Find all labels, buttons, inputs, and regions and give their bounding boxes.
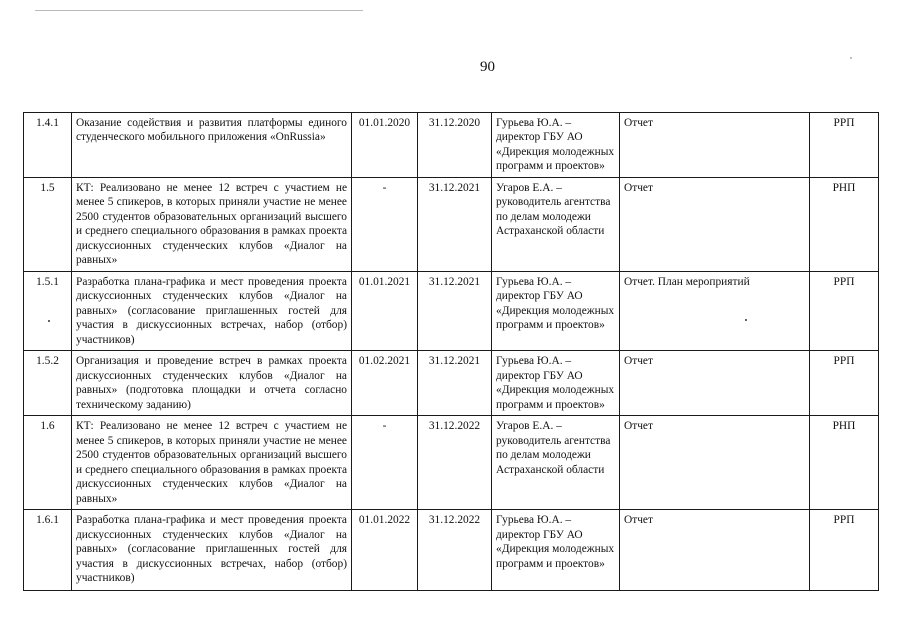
row-number-cell: 1.6.1 (24, 510, 72, 591)
scan-speck (48, 320, 50, 322)
result-document-cell: Отчет (620, 113, 810, 178)
scan-speck (745, 319, 747, 321)
table-row (24, 416, 879, 510)
level-cell: РРП (810, 510, 879, 591)
level-cell: РНП (810, 177, 879, 271)
start-date-cell: 01.02.2021 (352, 351, 418, 416)
table-row (24, 113, 879, 178)
responsible-person-cell: Гурьева Ю.А. – директор ГБУ АО «Дирекция молодежных программ и проектов» (492, 510, 620, 591)
row-number-cell: 1.5 (24, 177, 72, 271)
level-cell: РРП (810, 113, 879, 178)
level-cell: РРП (810, 271, 879, 350)
activity-description-cell: КТ: Реализовано не менее 12 встреч с участием не менее 5 спикеров, в которых приняли участие не менее 2500 студентов образовательных организаций высшего и среднего специального образования в рамках проекта дискуссионных студенческих клубов «Диалог на равных» (72, 177, 352, 271)
page-number: 90 (480, 59, 495, 75)
end-date-cell: 31.12.2021 (418, 271, 492, 350)
end-date-cell: 31.12.2021 (418, 177, 492, 271)
result-document-cell: Отчет (620, 177, 810, 271)
table-row (24, 510, 879, 591)
responsible-person-cell: Угаров Е.А. – руководитель агентства по делам молодежи Астраханской области (492, 416, 620, 510)
responsible-person-cell: Гурьева Ю.А. – директор ГБУ АО «Дирекция молодежных программ и проектов» (492, 271, 620, 350)
start-date-cell: - (352, 177, 418, 271)
end-date-cell: 31.12.2022 (418, 416, 492, 510)
end-date-cell: 31.12.2022 (418, 510, 492, 591)
row-number-cell: 1.5.1 (24, 271, 72, 350)
table-row (24, 177, 879, 271)
start-date-cell: - (352, 416, 418, 510)
result-document-cell: Отчет (620, 416, 810, 510)
activity-description-cell: Разработка плана-графика и мест проведения проекта дискуссионных студенческих клубов «Диалог на равных» (согласование приглашенных гостей для участия в дискуссионных встречах, набор (отбор) участников) (72, 510, 352, 591)
end-date-cell: 31.12.2020 (418, 113, 492, 178)
plan-table (23, 112, 879, 591)
start-date-cell: 01.01.2020 (352, 113, 418, 178)
responsible-person-cell: Угаров Е.А. – руководитель агентства по делам молодежи Астраханской области (492, 177, 620, 271)
end-date-cell: 31.12.2021 (418, 351, 492, 416)
activity-description-cell: Организация и проведение встреч в рамках проекта дискуссионных студенческих клубов «Диалог на равных» (подготовка площадки и отчета согласно техническому заданию) (72, 351, 352, 416)
activity-description-cell: Оказание содействия и развития платформы единого студенческого мобильного приложения «OnRussia» (72, 113, 352, 178)
level-cell: РРП (810, 351, 879, 416)
start-date-cell: 01.01.2021 (352, 271, 418, 350)
row-number-cell: 1.4.1 (24, 113, 72, 178)
activity-description-cell: КТ: Реализовано не менее 12 встреч с участием не менее 5 спикеров, в которых приняли участие не менее 2500 студентов образовательных организаций высшего и среднего специального образования в рамках проекта дискуссионных студенческих клубов «Диалог на равных» (72, 416, 352, 510)
responsible-person-cell: Гурьева Ю.А. – директор ГБУ АО «Дирекция молодежных программ и проектов» (492, 351, 620, 416)
result-document-cell: Отчет. План мероприятий (620, 271, 810, 350)
result-document-cell: Отчет (620, 510, 810, 591)
table-row (24, 271, 879, 350)
scan-top-edge-line (35, 10, 363, 11)
level-cell: РНП (810, 416, 879, 510)
responsible-person-cell: Гурьева Ю.А. – директор ГБУ АО «Дирекция молодежных программ и проектов» (492, 113, 620, 178)
result-document-cell: Отчет (620, 351, 810, 416)
activity-description-cell: Разработка плана-графика и мест проведения проекта дискуссионных студенческих клубов «Диалог на равных» (согласование приглашенных гостей для участия в дискуссионных встречах, набор (отбор) участников) (72, 271, 352, 350)
scan-speck (850, 57, 852, 59)
start-date-cell: 01.01.2022 (352, 510, 418, 591)
row-number-cell: 1.6 (24, 416, 72, 510)
row-number-cell: 1.5.2 (24, 351, 72, 416)
table-row (24, 351, 879, 416)
